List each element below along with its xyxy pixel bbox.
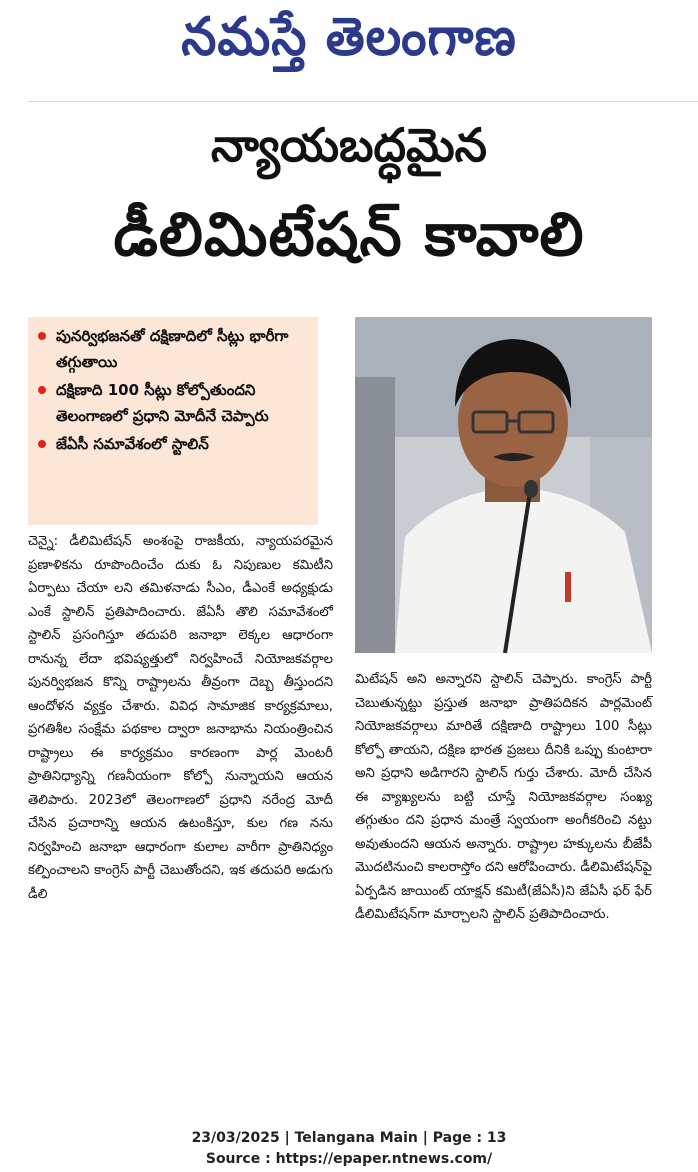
- bullet-icon: [38, 332, 46, 340]
- footer-date-line: 23/03/2025 | Telangana Main | Page : 13: [191, 1130, 507, 1146]
- headline-line-1: న్యాయబద్ధమైన: [211, 118, 487, 172]
- footer-source-line: Source : https://epaper.ntnews.com/: [205, 1151, 493, 1167]
- bullet-icon: [38, 440, 46, 448]
- page-footer: [0, 1128, 698, 1170]
- highlight-text: జేఏసీ సమావేశంలో స్టాలిన్: [56, 435, 209, 453]
- highlight-item: [38, 377, 310, 429]
- newspaper-logo: నమస్తే తెలంగాణ: [181, 6, 517, 68]
- headline-line-2: డీలిమిటేషన్ కావాలి: [113, 200, 585, 270]
- article-body-left: చెన్నై: డీలిమిటేషన్ అంశంపై రాజకీయ, న్యాయపరమైన ప్రణాళికను రూపొందించేం దుకు ఓ నిపుణుల కమిటీని ఏర్పాటు చేయా లని తమిళనాడు సీఎం, డీఎంకే అధ్యక్షుడు ఎంకే స్టాలిన్ ప్రతిపాదించారు. జేఏసీ తొలి సమావేశంలో స్టాలిన్ ప్రసంగిస్తూ తదుపరి జనాభా లెక్కల ఆధారంగా రానున్న లేదా భవిష్యత్తులో నిర్వహించే నియోజకవర్గాల పునర్విభజన కొన్ని రాష్ట్రాలను తీవ్రంగా దెబ్బ తీస్తుందని ఆందోళన వ్యక్తం చేశారు. వివిధ సామాజిక కార్యక్రమాలు, ప్రగతిశీల సంక్షేమ పథకాల ద్వారా జనాభాను నియంత్రించిన రాష్ట్రాలు ఈ కార్యక్రమం కారణంగా పార్ల మెంటరీ ప్రాతినిధ్యాన్ని గణనీయంగా కోల్పో నున్నాయని ఆయన తెలిపారు. 2023లో తెలంగాణలో ప్రధాని నరేంద్ర మోదీ చేసిన ప్రచారాన్ని ఆయన ఉటంకిస్తూ, కుల గణ నను నిర్వహించి జనాభా ఆధారంగా కులాల వారీగా ప్రాతినిధ్యం కల్పించాలని కాంగ్రెస్ పార్టీ చెబుతోందని, ఇక తదుపరి అడుగు డీలి: [28, 534, 333, 902]
- highlight-item: [38, 323, 310, 375]
- masthead-divider: [28, 101, 698, 102]
- highlight-item: [38, 431, 310, 457]
- speaker-photo-illustration: [355, 317, 652, 653]
- speaker-photo: [355, 317, 652, 653]
- bullet-icon: [38, 386, 46, 394]
- masthead: [0, 0, 698, 100]
- highlight-text: పునర్విభజనతో దక్షిణాదిలో సీట్లు భారీగా తగ్గుతాయి: [56, 327, 289, 371]
- article-body-right: మిటేషన్ అని అన్నారని స్టాలిన్ చెప్పారు. కాంగ్రెస్ పార్టీ చెబుతున్నట్టు ప్రస్తుత జనాభా ప్రాతిపదికన పార్లమెంట్ నియోజకవర్గాలు మారితే దక్షిణాది రాష్ట్రాలు 100 సీట్లు కోల్పో తాయని, దక్షిణ భారత ప్రజలు దీనికి ఒప్పు కుంటారా అని ప్రధాని అడిగారని స్టాలిన్ గుర్తు చేశారు. మోదీ చేసిన ఈ వ్యాఖ్యలను బట్టి చూస్తే నియోజకవర్గాల సంఖ్య తగ్గుతుం దని ప్రధాన మంత్రే స్వయంగా అంగీకరించి నట్టు అవుతుందని ఆయన అన్నారు. రాష్ట్రాల హక్కులను బీజేపీ మొదటినుంచి కాలరాస్తోం దని ఆరోపించారు. డీలిమిటేషన్‌పై ఏర్పడిన జాయింట్ యాక్షన్ కమిటీ(జేఏసీ)ని జేఏసీ ఫర్ ఫేర్ డీలిమిటేషన్‌గా మార్చాలని స్టాలిన్ ప్రతిపాదించారు.: [355, 672, 652, 922]
- highlights-box: [28, 317, 318, 525]
- highlight-text: దక్షిణాది 100 సీట్లు కోల్పోతుందని తెలంగాణలో ప్రధాని మోదీనే చెప్పారు: [56, 381, 269, 425]
